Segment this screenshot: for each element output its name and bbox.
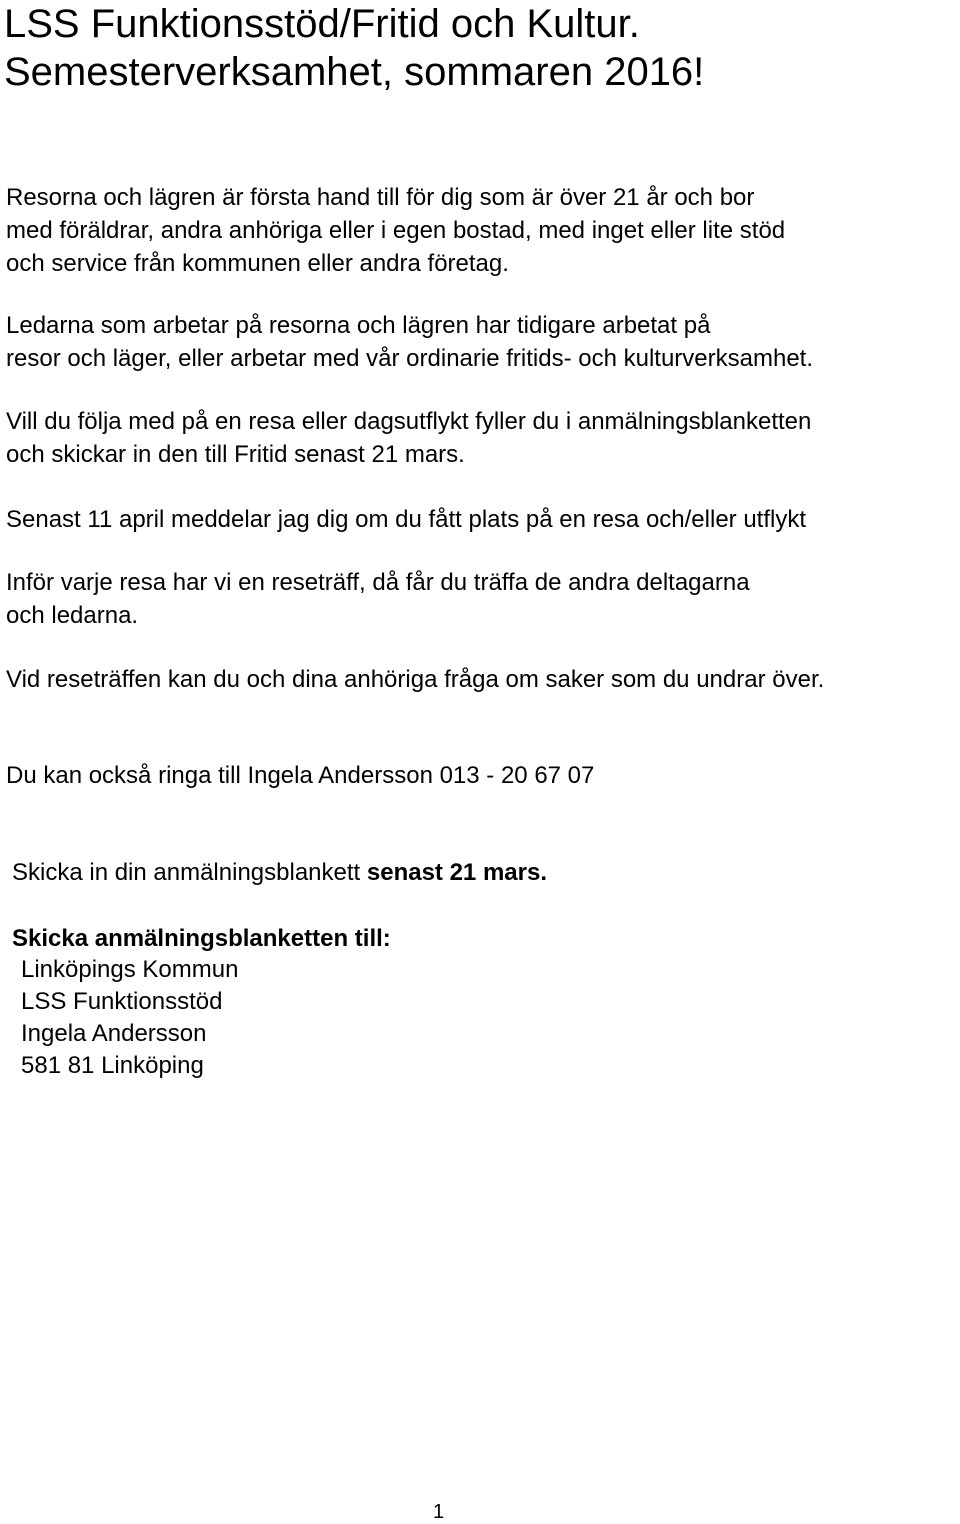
- page-number: 1: [433, 1501, 445, 1523]
- paragraph-meeting: [6, 566, 750, 632]
- paragraph-eligibility: [6, 181, 785, 280]
- paragraph-signup: [6, 405, 811, 471]
- paragraph-questions: [6, 663, 824, 696]
- paragraph-contact: [6, 759, 594, 792]
- paragraph-line: och ledarna.: [6, 602, 139, 629]
- paragraph-line: Inför varje resa har vi en reseträff, då får du träffa de andra deltagarna: [6, 569, 750, 596]
- paragraph-line: och skickar in den till Fritid senast 21 mars.: [6, 441, 465, 468]
- paragraph-line: med föräldrar, andra anhöriga eller i egen bostad, med inget eller lite stöd: [6, 217, 786, 244]
- address-heading-text: Skicka anmälningsblanketten till:: [12, 925, 391, 952]
- deadline-line: [12, 856, 547, 889]
- paragraph-line: Ledarna som arbetar på resorna och lägren har tidigare arbetat på: [6, 312, 711, 339]
- title-line-1: LSS Funktionsstöd/Fritid och Kultur.: [4, 2, 640, 46]
- address-line: Ingela Andersson: [21, 1020, 207, 1047]
- paragraph-line: resor och läger, eller arbetar med vår ordinarie fritids- och kulturverksamhet.: [6, 345, 813, 372]
- paragraph-line: Vill du följa med på en resa eller dagsutflykt fyller du i anmälningsblanketten: [6, 408, 812, 435]
- paragraph-line: Vid reseträffen kan du och dina anhöriga fråga om saker som du undrar över.: [6, 666, 825, 693]
- paragraph-leaders: [6, 309, 813, 375]
- paragraph-line: Du kan också ringa till Ingela Andersson 013 - 20 67 07: [6, 762, 595, 789]
- paragraph-line: Resorna och lägren är första hand till för dig som är över 21 år och bor: [6, 184, 755, 211]
- document-title: [4, 0, 704, 96]
- address-line: Linköpings Kommun: [21, 956, 239, 983]
- deadline-prefix: Skicka in din anmälningsblankett: [12, 859, 367, 886]
- paragraph-line: och service från kommunen eller andra företag.: [6, 250, 509, 277]
- title-line-2: Semesterverksamhet, sommaren 2016!: [4, 50, 705, 94]
- address-line: 581 81 Linköping: [21, 1052, 204, 1079]
- address-line: LSS Funktionsstöd: [21, 988, 223, 1015]
- deadline-emphasis: senast 21 mars.: [366, 859, 547, 886]
- mailing-address: [21, 954, 238, 1082]
- paragraph-line: Senast 11 april meddelar jag dig om du fått plats på en resa och/eller utflykt: [6, 506, 807, 533]
- address-heading: [12, 922, 391, 955]
- paragraph-notification: [6, 503, 806, 536]
